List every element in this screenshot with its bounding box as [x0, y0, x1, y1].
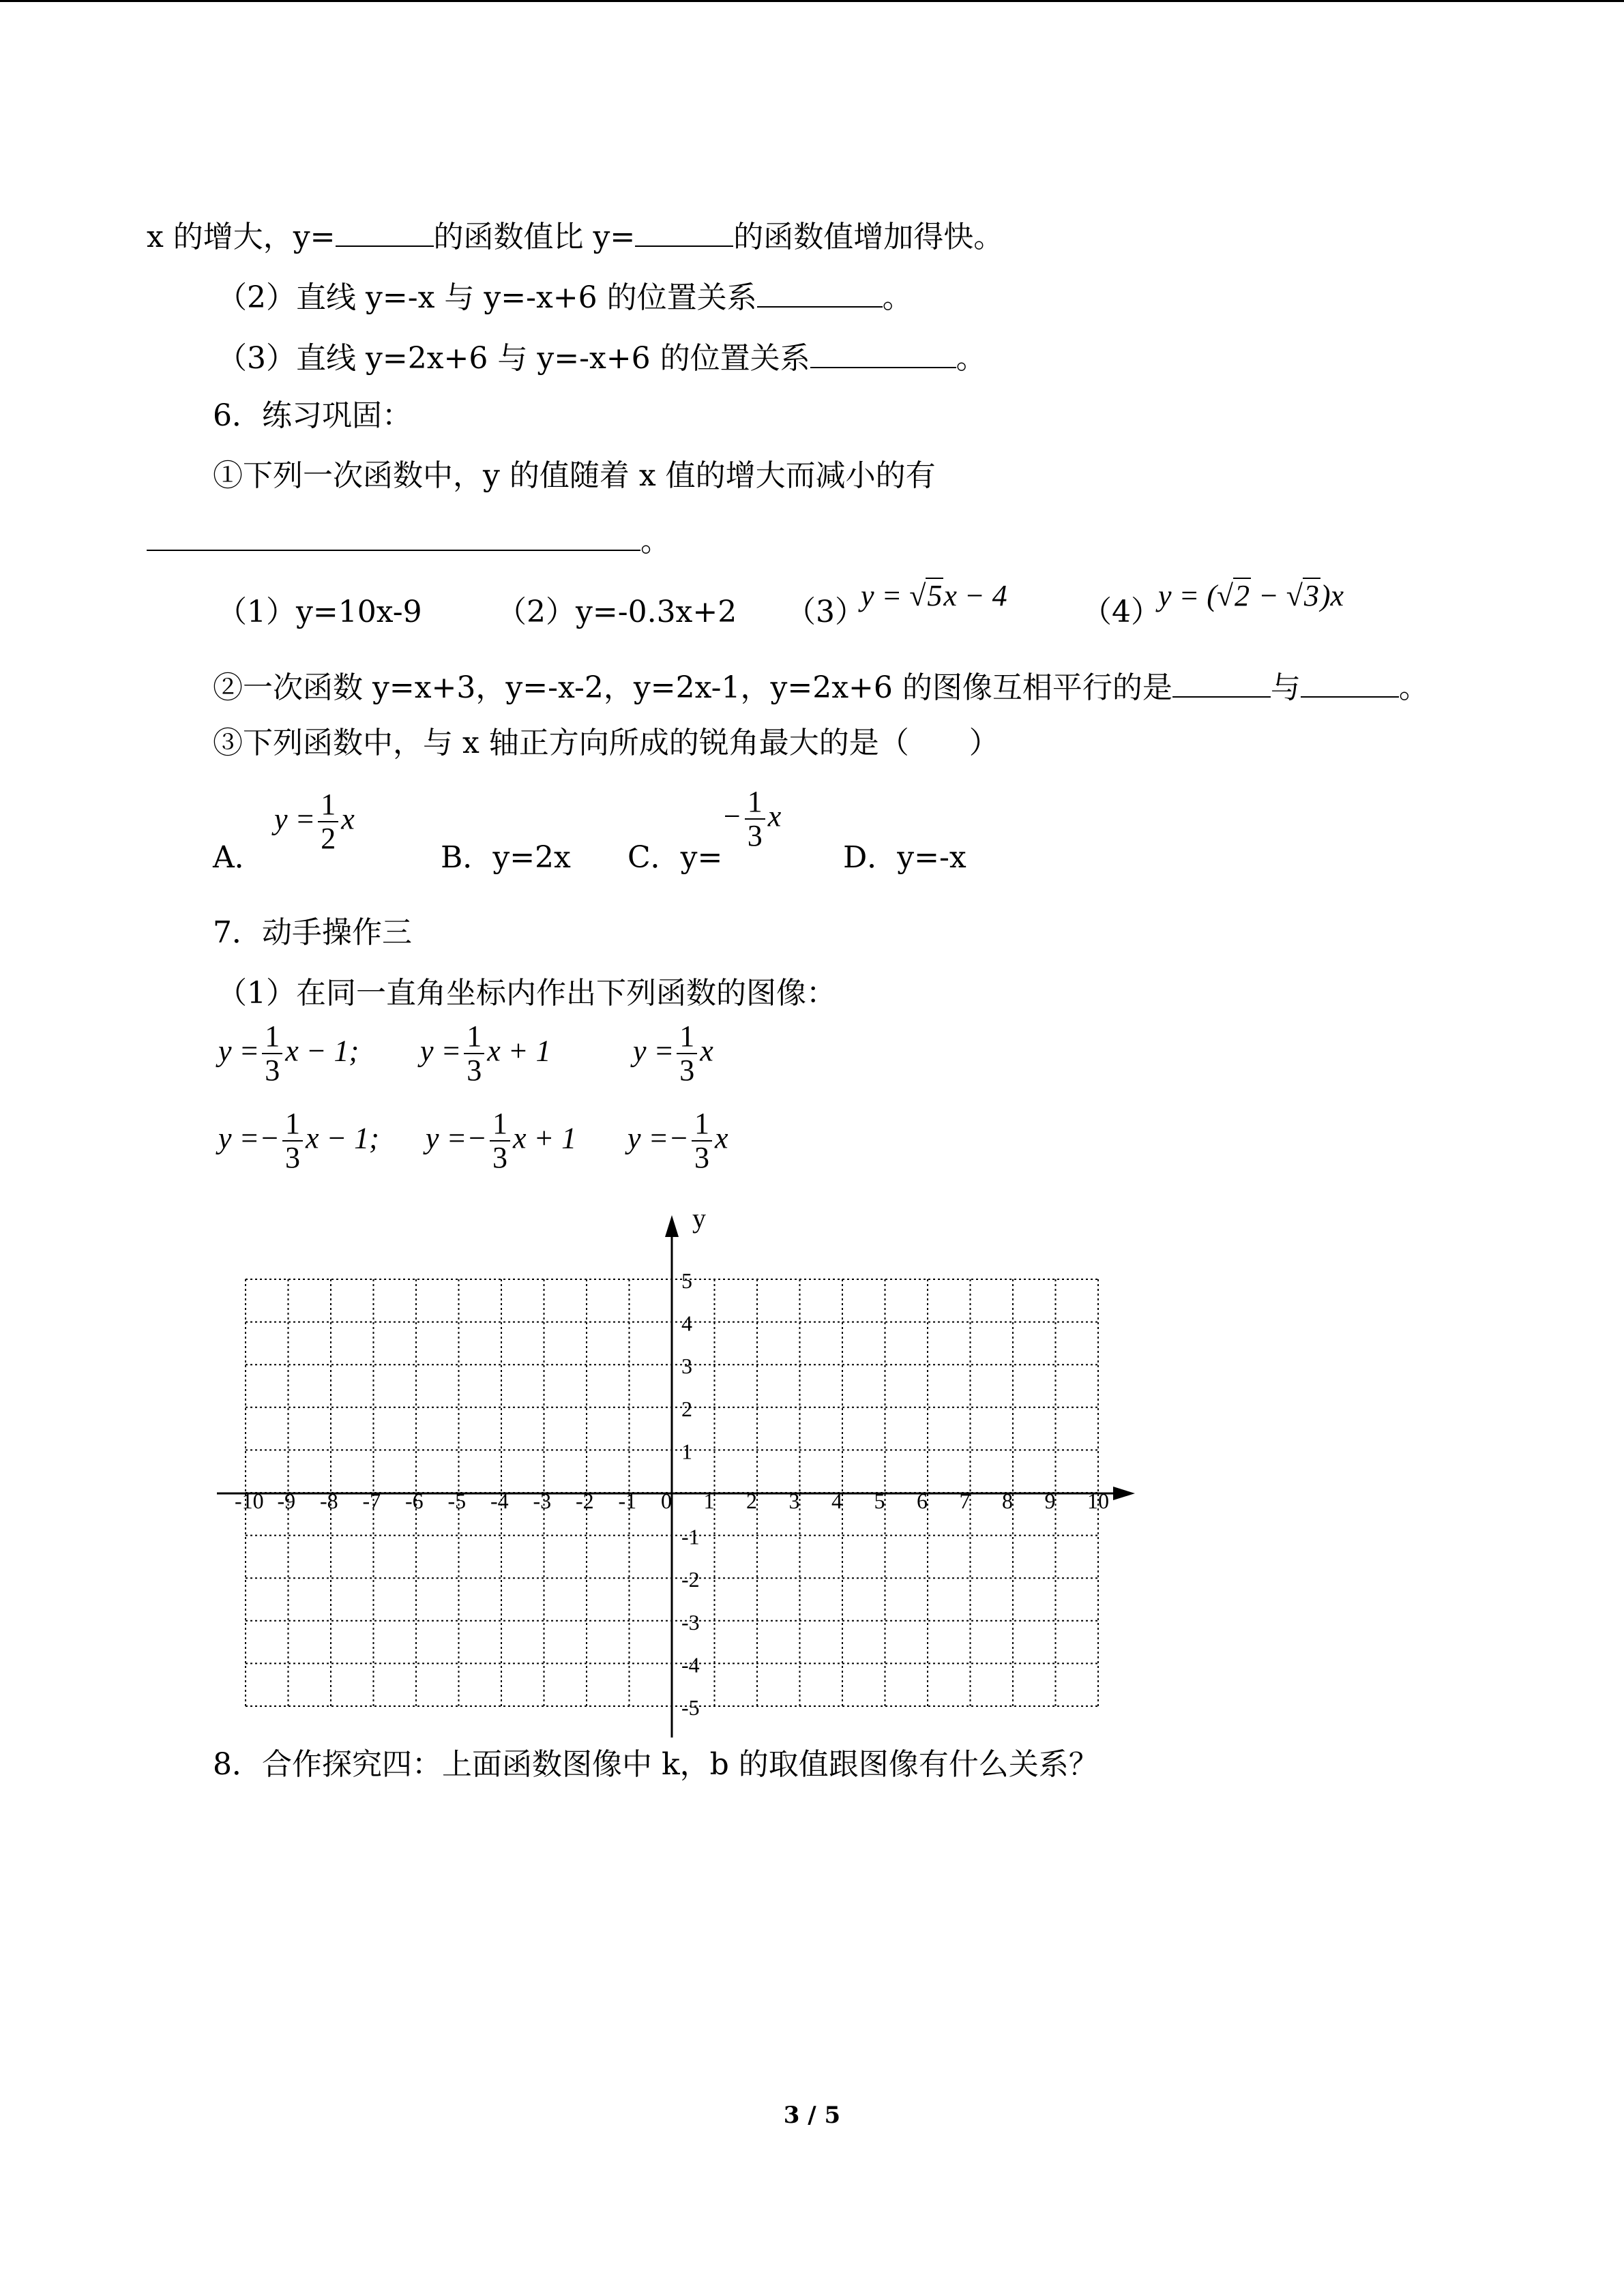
line3-part-b: 。: [956, 341, 986, 376]
formula-part: −: [259, 1121, 280, 1155]
radicand: 3: [1303, 579, 1319, 612]
choice-a-label: A．: [213, 840, 265, 875]
formula-part: −: [668, 1121, 689, 1155]
x-tick-label: 2: [746, 1489, 757, 1513]
x-tick-label: 7: [959, 1489, 971, 1513]
x-tick-label: 9: [1044, 1489, 1056, 1513]
numerator: 1: [677, 1020, 697, 1054]
choice-c-label: C．y=: [628, 840, 723, 875]
formula-part: −: [467, 1121, 487, 1155]
radicand: 2: [1235, 579, 1250, 612]
question-2-end: 。: [1398, 670, 1429, 705]
y-tick-label: -1: [681, 1524, 700, 1549]
option-3-label: （3）: [786, 595, 865, 629]
section-8: 8．合作探究四：上面函数图像中 k，b 的取值跟图像有什么关系？: [213, 1747, 1099, 1782]
section-7-instruction: （1）在同一直角坐标内作出下列函数的图像：: [217, 976, 836, 1011]
x-tick-label: 5: [874, 1489, 885, 1513]
option-3-formula: y = √5x − 4: [861, 579, 1007, 612]
question-3: ③下列函数中，与 x 轴正方向所成的锐角最大的是（ ）: [213, 726, 999, 760]
line3-part-a: （3）直线 y=2x+6 与 y=-x+6 的位置关系: [217, 341, 810, 376]
option-1: （1）y=10x-9: [217, 595, 422, 629]
formula-part: x: [714, 1121, 728, 1155]
numerator: 1: [490, 1107, 510, 1142]
formula-part: y =: [861, 579, 910, 612]
option-4-formula: y = (√2 − √3)x: [1158, 579, 1344, 612]
numerator: 1: [745, 786, 765, 820]
denominator: 3: [747, 819, 763, 853]
line1-part-a: x 的增大，y=: [147, 220, 336, 254]
x-tick-label: 10: [1087, 1489, 1109, 1513]
x-tick-label: 3: [788, 1489, 800, 1513]
y-tick-label: 5: [681, 1268, 692, 1293]
denominator: 3: [492, 1141, 507, 1175]
formula-part: y =: [628, 1121, 669, 1155]
x-tick-label: -9: [277, 1489, 296, 1513]
denominator: 3: [467, 1054, 482, 1088]
formula-part: y =: [420, 1034, 462, 1068]
line2-part-a: （2）直线 y=-x 与 y=-x+6 的位置关系: [217, 280, 757, 315]
formula-part: y = (: [1158, 579, 1217, 612]
y-tick-label: -3: [681, 1609, 700, 1635]
question-2-and: 与: [1270, 670, 1301, 705]
y-axis-arrow: [665, 1215, 679, 1237]
option-2: （2）y=-0.3x+2: [497, 595, 737, 629]
formula-part: x − 4: [943, 579, 1007, 612]
numerator: 1: [464, 1020, 484, 1054]
denominator: 3: [679, 1054, 695, 1088]
formula-part: x + 1: [487, 1034, 551, 1068]
line1-part-b: 的函数值比 y=: [433, 220, 636, 254]
y-tick-label: 2: [681, 1396, 692, 1421]
denominator: 2: [321, 822, 336, 856]
formula-part: y =: [274, 802, 316, 836]
choice-b: B．y=2x: [441, 840, 571, 875]
y-tick-label: 4: [681, 1311, 692, 1336]
option-4-label: （4）: [1082, 595, 1161, 629]
formula-part: y =: [426, 1121, 467, 1155]
choice-d: D．y=-x: [843, 840, 966, 875]
x-tick-label: -2: [576, 1489, 594, 1513]
numerator: 1: [692, 1107, 712, 1142]
section-6-heading: 6．练习巩固：: [213, 398, 412, 433]
radicand: 5: [927, 579, 943, 612]
x-tick-label: 6: [917, 1489, 928, 1513]
y-tick-label: -2: [681, 1567, 700, 1592]
page-number: 3 / 5: [783, 2102, 841, 2129]
x-tick-label: -8: [320, 1489, 338, 1513]
x-tick-label: -4: [490, 1489, 509, 1513]
y-tick-label: -5: [681, 1695, 700, 1720]
x-tick-label: -7: [362, 1489, 381, 1513]
denominator: 3: [265, 1054, 280, 1088]
x-axis-arrow: [1113, 1487, 1135, 1500]
formula-part: x + 1: [512, 1121, 577, 1155]
y-tick-label: -4: [681, 1652, 700, 1678]
section-7-heading: 7．动手操作三: [213, 915, 412, 950]
formula-part: x − 1;: [285, 1034, 359, 1068]
x-tick-label: 0: [661, 1489, 672, 1513]
line2-part-b: 。: [882, 280, 913, 315]
formula-part: −: [1251, 579, 1286, 612]
x-tick-label: 4: [831, 1489, 842, 1513]
x-tick-label: 8: [1002, 1489, 1013, 1513]
y-tick-label: 1: [681, 1439, 692, 1464]
numerator: 1: [262, 1020, 282, 1054]
line1-part-c: 的函数值增加得快。: [733, 220, 1004, 254]
x-tick-label: -6: [405, 1489, 424, 1513]
denominator: 3: [694, 1141, 709, 1175]
y-axis-label: y: [692, 1203, 706, 1234]
numerator: 1: [318, 788, 338, 822]
question-2-text: ②一次函数 y=x+3，y=-x-2，y=2x-1，y=2x+6 的图像互相平行的是: [213, 670, 1172, 705]
formula-part: y =: [218, 1034, 260, 1068]
denominator: 3: [284, 1141, 300, 1175]
x-tick-label: 1: [703, 1489, 715, 1513]
y-tick-label: 3: [681, 1354, 692, 1379]
formula-part: x: [341, 802, 355, 836]
formula-part: x: [700, 1034, 713, 1068]
formula-part: )x: [1320, 579, 1344, 612]
x-tick-label: -3: [533, 1489, 552, 1513]
question-1: ①下列一次函数中，y 的值随着 x 值的增大而减小的有: [213, 458, 936, 493]
formula-part: x − 1;: [305, 1121, 379, 1155]
formula-part: y =: [633, 1034, 675, 1068]
formula-part: y =: [218, 1121, 260, 1155]
numerator: 1: [282, 1107, 303, 1142]
x-tick-label: -10: [235, 1489, 264, 1513]
x-tick-label: -1: [618, 1489, 637, 1513]
x-tick-label: -5: [447, 1489, 467, 1513]
question-1-end: 。: [640, 524, 670, 558]
formula-part: −: [722, 799, 742, 833]
formula-part: x: [767, 799, 782, 833]
